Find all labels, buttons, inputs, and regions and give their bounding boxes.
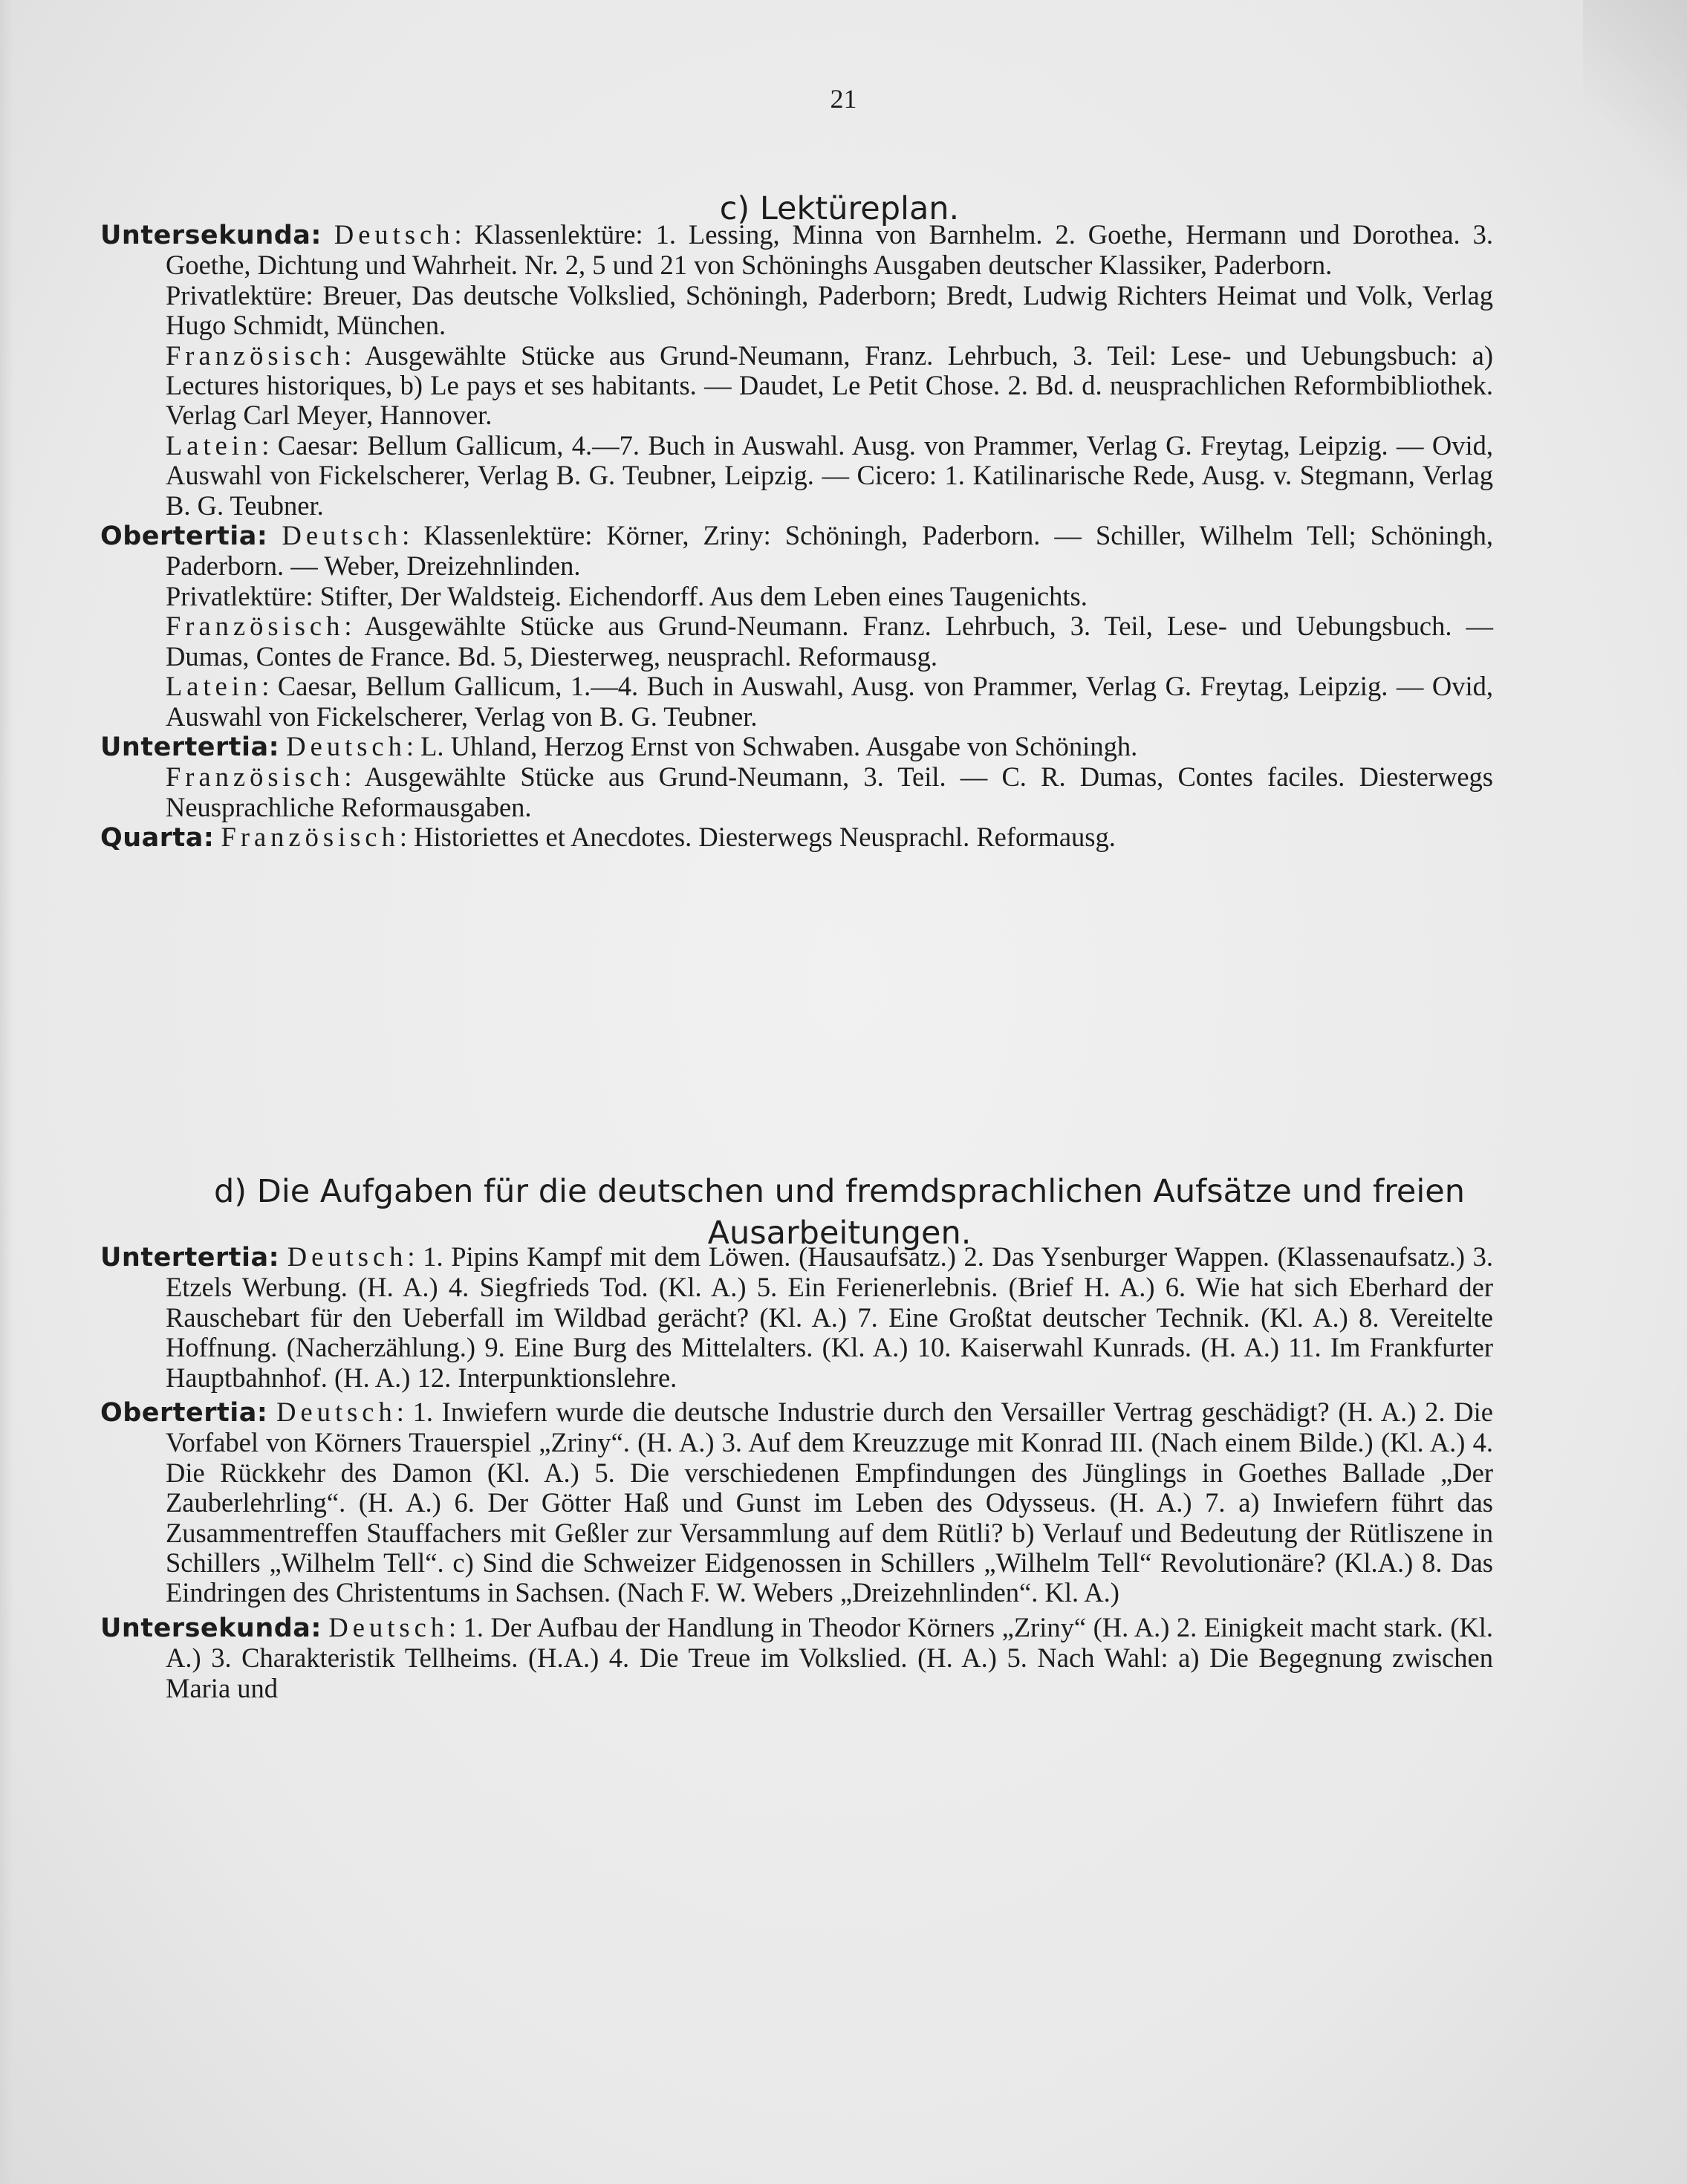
reading-text: : Klassenlektüre: 1. Lessing, Minna von Barnhelm. 2. Goethe, Hermann und Dorothea. 3. Goethe, Dichtung und Wahrheit. Nr. 2, 5 und 21 von Schöninghs Ausgaben deutscher Klassiker, Paderborn. bbox=[166, 219, 1493, 281]
essay-paragraph bbox=[100, 1242, 1493, 1393]
subject-name: Deutsch bbox=[334, 219, 455, 250]
reading-line bbox=[100, 611, 1493, 672]
reading-line bbox=[100, 582, 1493, 611]
reading-entry-obertertia bbox=[100, 521, 1493, 732]
section-d-heading: d) Die Aufgaben für die deutschen und fremdsprachlichen Aufsätze und freien Ausarbeitungen. bbox=[213, 1172, 1465, 1252]
reading-text: : Caesar: Bellum Gallicum, 4.—7. Buch in Auswahl. Ausg. von Prammer, Verlag G. Freytag, Leipzig. — Ovid, Auswahl von Fickelscherer, Verlag B. G. Teubner, Leipzig. — Cicero: 1. Katilinarische Rede, Ausg. v. Stegmann, Verlag B. G. Teubner. bbox=[166, 429, 1493, 521]
reading-text: : L. Uhland, Herzog Ernst von Schwaben. Ausgabe von Schöningh. bbox=[406, 730, 1138, 761]
essay-paragraph bbox=[100, 1613, 1493, 1703]
reading-line bbox=[100, 732, 1493, 762]
class-label: Obertertia: bbox=[100, 521, 268, 552]
reading-line bbox=[100, 281, 1493, 341]
reading-text: Privatlektüre: Stifter, Der Waldsteig. Eichendorff. Aus dem Leben eines Taugenichts. bbox=[166, 580, 1088, 611]
reading-entry-quarta bbox=[100, 822, 1493, 853]
essay-topics-section bbox=[100, 1242, 1493, 1703]
reading-text: : Ausgewählte Stücke aus Grund-Neumann. Franz. Lehrbuch, 3. Teil, Lese- und Uebungsbuch. — Dumas, Contes de France. Bd. 5, Diesterweg, neusprachl. Reformausg. bbox=[166, 611, 1493, 672]
reading-line bbox=[100, 672, 1493, 732]
class-label: Untertertia: bbox=[100, 732, 280, 762]
class-label: Untersekunda: bbox=[100, 1613, 322, 1643]
subject-name: Deutsch bbox=[286, 730, 406, 761]
subject-name: Französisch bbox=[221, 822, 400, 853]
reading-line bbox=[100, 220, 1493, 281]
reading-entry-untertertia bbox=[100, 732, 1493, 822]
reading-line bbox=[100, 822, 1493, 853]
reading-entry-untersekunda bbox=[100, 220, 1493, 521]
reading-text: : Klassenlektüre: Körner, Zriny: Schöningh, Paderborn. — Schiller, Wilhelm Tell; Schöningh, Paderborn. — Weber, Dreizehnlinden. bbox=[166, 520, 1494, 582]
essay-paragraph bbox=[100, 1397, 1493, 1608]
reading-text: : Historiettes et Anecdotes. Diesterwegs Neusprachl. Reformausg. bbox=[399, 822, 1116, 853]
reading-text: : Ausgewählte Stücke aus Grund-Neumann, 3. Teil. — C. R. Dumas, Contes faciles. Diesterwegs Neusprachliche Reformausgaben. bbox=[166, 761, 1493, 822]
reading-plan-section bbox=[100, 220, 1493, 854]
reading-line bbox=[100, 341, 1493, 431]
reading-line bbox=[100, 762, 1493, 822]
subject-name: Deutsch bbox=[276, 1397, 397, 1428]
section-c-heading: c) Lektüreplan. bbox=[719, 189, 960, 227]
subject-name: Französisch bbox=[166, 339, 345, 371]
subject-name: Französisch bbox=[166, 611, 345, 642]
class-label: Untersekunda: bbox=[100, 221, 322, 250]
essay-text: : 1. Pipins Kampf mit dem Löwen. (Hausaufsatz.) 2. Das Ysenburger Wappen. (Klassenaufsatz.) 3. Etzels Werbung. (H. A.) 4. Siegfrieds Tod. (Kl. A.) 5. Ein Ferienerlebnis. (Brief H. A.) 6. Wie hat sich Eberhard der Rauschebart für den Ueberfall im Wildbad gerächt? (Kl. A.) 7. Eine Großtat deutscher Technik. (Kl. A.) 8. Vereitelte Hoffnung. (Nacherzählung.) 9. Eine Burg des Mittelalters. (Kl. A.) 10. Kaiserwahl Kunrads. (H. A.) 11. Im Frankfurter Hauptbahnhof. (H. A.) 12. Interpunktionslehre. bbox=[166, 1241, 1494, 1393]
scan-shadow-left bbox=[0, 0, 13, 2184]
reading-line bbox=[100, 431, 1493, 521]
essay-text: : 1. Der Aufbau der Handlung in Theodor Körners „Zriny“ (H. A.) 2. Einigkeit macht stark. (Kl. A.) 3. Charakteristik Tellheims. (H.A.) 4. Die Treue im Volkslied. (H. A.) 5. Nach Wahl: a) Die Begegnung zwischen Maria und bbox=[166, 1611, 1494, 1703]
class-label: Quarta: bbox=[100, 823, 215, 854]
essay-entry-untertertia bbox=[100, 1242, 1493, 1393]
subject-name: Latein bbox=[166, 429, 262, 461]
subject-name: Französisch bbox=[166, 761, 345, 793]
class-label: Obertertia: bbox=[100, 1398, 268, 1429]
subject-name: Deutsch bbox=[282, 520, 403, 551]
subject-name: Latein bbox=[166, 671, 262, 702]
reading-text: : Ausgewählte Stücke aus Grund-Neumann, Franz. Lehrbuch, 3. Teil: Lese- und Uebungsbuch: a) Lectures historiques, b) Le pays et ses habitants. — Daudet, Le Petit Chose. 2. Bd. d. neusprachlichen Reformbibliothek. Verlag Carl Meyer, Hannover. bbox=[166, 339, 1493, 431]
essay-text: : 1. Inwiefern wurde die deutsche Industrie durch den Versailler Vertrag geschädigt? (H. A.) 2. Die Vorfabel von Körners Trauerspiel „Zriny“. (H. A.) 3. Auf dem Kreuzzuge mit Konrad III. (Nach einem Bilde.) (Kl. A.) 4. Die Rückkehr des Damon (Kl. A.) 5. Die verschiedenen Empfindungen des Jünglings in Goethes Ballade „Der Zauberlehrling“. (H. A.) 6. Der Götter Haß und Gunst im Leben des Odysseus. (H. A.) 7. a) Inwiefern führt das Zusammentreffen Stauffachers mit Geßler zur Versammlung auf dem Rütli? b) Verlauf und Bedeutung der Rütliszene in Schillers „Wilhelm Tell“. c) Sind die Schweizer Eidgenossen in Schillers „Wilhelm Tell“ Revolutionäre? (Kl.A.) 8. Das Eindringen des Christentums in Sachsen. (Nach F. W. Webers „Dreizehnlinden“. Kl. A.) bbox=[166, 1397, 1493, 1608]
reading-line bbox=[100, 521, 1493, 582]
page-number: 21 bbox=[830, 84, 857, 114]
reading-text: Privatlektüre: Breuer, Das deutsche Volkslied, Schöningh, Paderborn; Bredt, Ludwig Richters Heimat und Volk, Verlag Hugo Schmidt, München. bbox=[166, 279, 1493, 341]
subject-name: Deutsch bbox=[328, 1611, 449, 1642]
essay-entry-obertertia bbox=[100, 1397, 1493, 1608]
class-label: Untertertia: bbox=[100, 1243, 280, 1273]
subject-name: Deutsch bbox=[287, 1241, 408, 1272]
essay-entry-untersekunda bbox=[100, 1613, 1493, 1703]
reading-text: : Caesar, Bellum Gallicum, 1.—4. Buch in Auswahl, Ausg. von Prammer, Verlag G. Freytag, Leipzig. — Ovid, Auswahl von Fickelscherer, Verlag von B. G. Teubner. bbox=[166, 671, 1493, 732]
